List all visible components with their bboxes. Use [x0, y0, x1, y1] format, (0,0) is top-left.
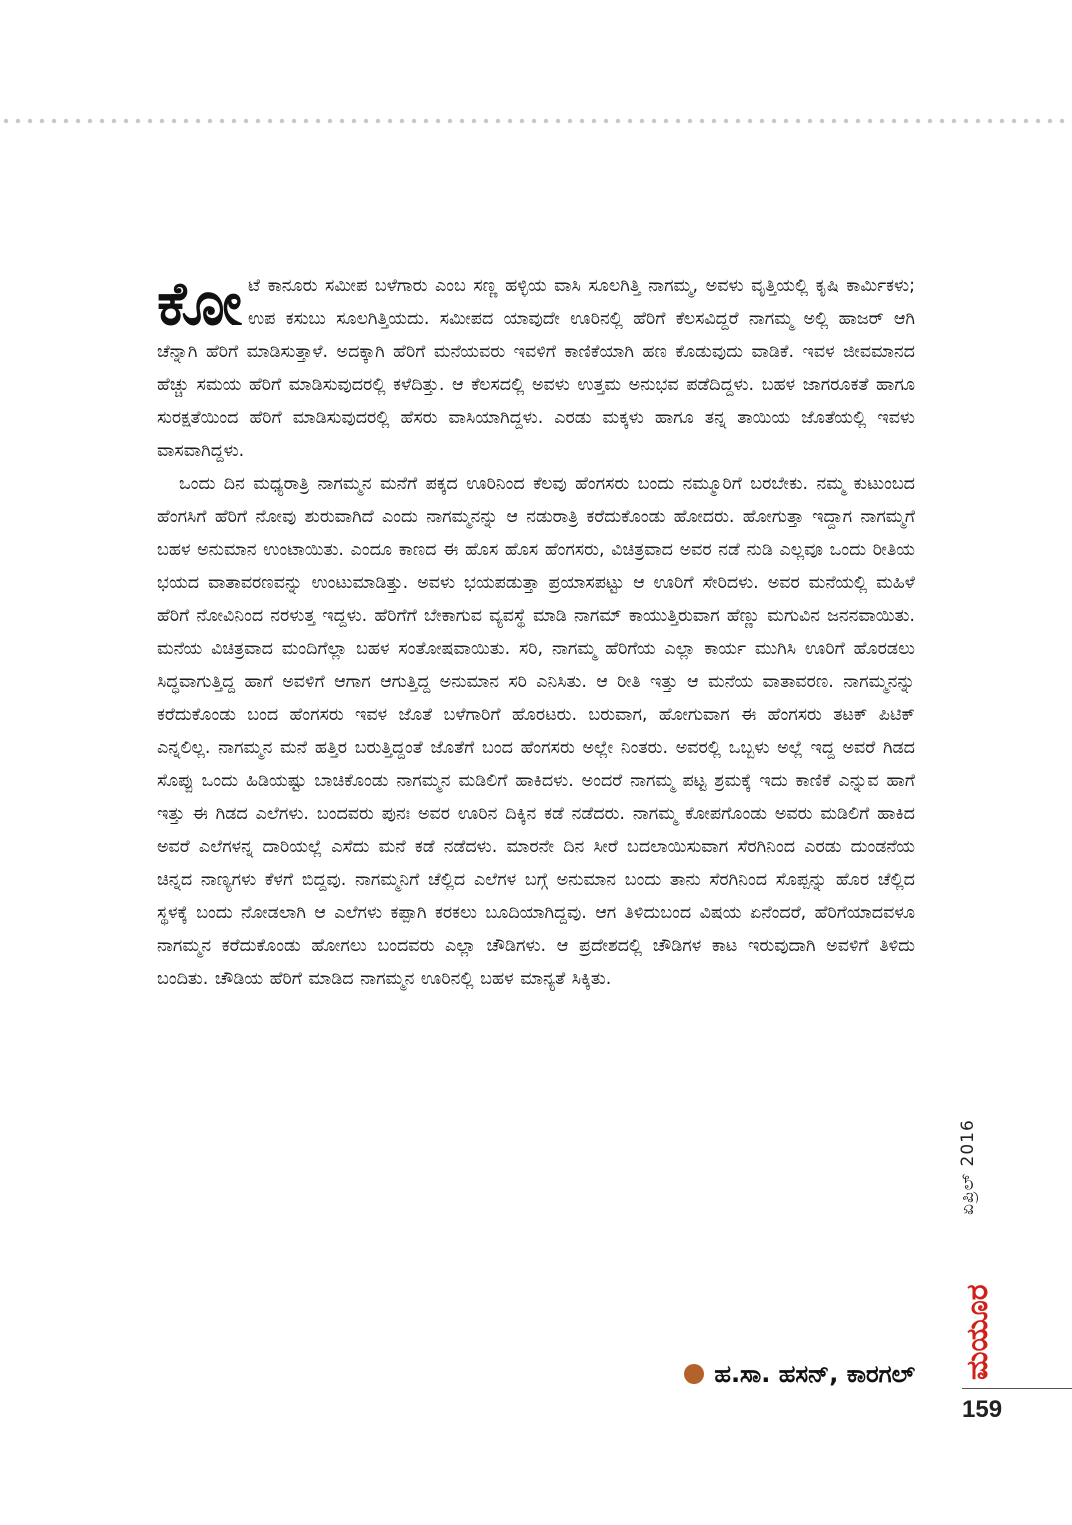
paragraph-2: ಒಂದು ದಿನ ಮಧ್ಯರಾತ್ರಿ ನಾಗಮ್ಮನ ಮನೆಗೆ ಪಕ್ಕದ ಊರಿನಿಂದ ಕೆಲವು ಹೆಂಗಸರು ಬಂದು ನಮ್ಮೂರಿಗೆ ಬರಬೇಕು. ನಮ್ಮ ಕುಟುಂಬದ ಹೆಂಗಸಿಗೆ ಹೆರಿಗೆ ನೋವು ಶುರುವಾಗಿದೆ ಎಂದು ನಾಗಮ್ಮನನ್ನು ಆ ನಡುರಾತ್ರಿ ಕರೆದುಕೊಂಡು ಹೋದರು. ಹೋಗುತ್ತಾ ಇದ್ದಾಗ ನಾಗಮ್ಮಗೆ ಬಹಳ ಅನುಮಾನ ಉಂಟಾಯಿತು. ಎಂದೂ ಕಾಣದ ಈ ಹೊಸ ಹೊಸ ಹೆಂಗಸರು, ವಿಚಿತ್ರವಾದ ಅವರ ನಡೆ ನುಡಿ ಎಲ್ಲವೂ ಒಂದು ರೀತಿಯ ಭಯದ ವಾತಾವರಣವನ್ನು ಉಂಟುಮಾಡಿತ್ತು. ಅವಳು ಭಯಪಡುತ್ತಾ ಪ್ರಯಾಸಪಟ್ಟು ಆ ಊರಿಗೆ ಸೇರಿದಳು. ಅವರ ಮನೆಯಲ್ಲಿ ಮಹಿಳೆ ಹೆರಿಗೆ ನೋವಿನಿಂದ ನರಳುತ್ತ ಇದ್ದಳು. ಹೆರಿಗೆಗೆ ಬೇಕಾಗುವ ವ್ಯವಸ್ಥೆ ಮಾಡಿ ನಾಗಮ್ ಕಾಯುತ್ತಿರುವಾಗ ಹೆಣ್ಣು ಮಗುವಿನ ಜನನವಾಯಿತು. ಮನೆಯ ವಿಚಿತ್ರವಾದ ಮಂದಿಗೆಲ್ಲಾ ಬಹಳ ಸಂತೋಷವಾಯಿತು. ಸರಿ, ನಾಗಮ್ಮ ಹೆರಿಗೆಯ ಎಲ್ಲಾ ಕಾರ್ಯ ಮುಗಿಸಿ ಊರಿಗೆ ಹೊರಡಲು ಸಿದ್ಧವಾಗುತ್ತಿದ್ದ ಹಾಗೆ ಅವಳಿಗೆ ಆಗಾಗ ಆಗುತ್ತಿದ್ದ ಅನುಮಾನ ಸರಿ ಎನಿಸಿತು. ಆ ರೀತಿ ಇತ್ತು ಆ ಮನೆಯ ವಾತಾವರಣ. ನಾಗಮ್ಮನನ್ನು ಕರೆದುಕೊಂಡು ಬಂದ ಹೆಂಗಸರು ಇವಳ ಜೊತೆ ಬಳೆಗಾರಿಗೆ ಹೊರಟರು. ಬರುವಾಗ, ಹೋಗುವಾಗ ಈ ಹೆಂಗಸರು ತಟಕ್ ಪಿಟಿಕ್ ಎನ್ನಲಿಲ್ಲ. ನಾಗಮ್ಮನ ಮನೆ ಹತ್ತಿರ ಬರುತ್ತಿದ್ದಂತೆ ಜೊತೆಗೆ ಬಂದ ಹೆಂಗಸರು ಅಲ್ಲೇ ನಿಂತರು. ಅವರಲ್ಲಿ ಒಬ್ಬಳು ಅಲ್ಲೆ ಇದ್ದ ಅವರೆ ಗಿಡದ ಸೊಪ್ಪು ಒಂದು ಹಿಡಿಯಷ್ಟು ಬಾಚಿಕೊಂಡು ನಾಗಮ್ಮನ ಮಡಿಲಿಗೆ ಹಾಕಿದಳು. ಅಂದರೆ ನಾಗಮ್ಮ ಪಟ್ಟ ಶ್ರಮಕ್ಕೆ ಇದು ಕಾಣಿಕೆ ಎನ್ನುವ ಹಾಗೆ ಇತ್ತು ಈ ಗಿಡದ ಎಲೆಗಳು. ಬಂದವರು ಪುನಃ ಅವರ ಊರಿನ ದಿಕ್ಕಿನ ಕಡೆ ನಡೆದರು. ನಾಗಮ್ಮ ಕೋಪಗೊಂಡು ಅವರು ಮಡಿಲಿಗೆ ಹಾಕಿದ ಅವರೆ ಎಲೆಗಳನ್ನ ದಾರಿಯಲ್ಲೆ ಎಸೆದು ಮನೆ ಕಡೆ ನಡೆದಳು. ಮಾರನೇ ದಿನ ಸೀರೆ ಬದಲಾಯಿಸುವಾಗ ಸೆರಗಿನಿಂದ ಎರಡು ದುಂಡನೆಯ ಚಿನ್ನದ ನಾಣ್ಯಗಳು ಕೆಳಗೆ ಬಿದ್ದವು. ನಾಗಮ್ಮನಿಗೆ ಚೆಲ್ಲಿದ ಎಲೆಗಳ ಬಗ್ಗೆ ಅನುಮಾನ ಬಂದು ತಾನು ಸೆರಗಿನಿಂದ ಸೊಪ್ಪನ್ನು ಹೊರ ಚೆಲ್ಲಿದ ಸ್ಥಳಕ್ಕೆ ಬಂದು ನೋಡಲಾಗಿ ಆ ಎಲೆಗಳು ಕಪ್ಪಾಗಿ ಕರಕಲು ಬೂದಿಯಾಗಿದ್ದವು. ಆಗ ತಿಳಿದುಬಂದ ವಿಷಯ ಏನೆಂದರೆ, ಹೆರಿಗೆಯಾದವಳೂ ನಾಗಮ್ಮನ ಕರೆದುಕೊಂಡು ಹೋಗಲು ಬಂದವರು ಎಲ್ಲಾ ಚೌಡಿಗಳು. ಆ ಪ್ರದೇಶದಲ್ಲಿ ಚೌಡಿಗಳ ಕಾಟ ಇರುವುದಾಗಿ ಅವಳಿಗೆ ತಿಳಿದು ಬಂದಿತು. ಚೌಡಿಯ ಹೆರಿಗೆ ಮಾಡಿದ ನಾಗಮ್ಮನ ಊರಿನಲ್ಲಿ ಬಹಳ ಮಾನ್ಯತೆ ಸಿಕ್ಕಿತು.: [157, 474, 915, 989]
drop-cap: ಕೋ: [157, 269, 242, 339]
page-number-rule: [962, 1388, 1072, 1389]
author-byline: [684, 1360, 915, 1388]
paragraph-1-text: ಟೆ ಕಾನೂರು ಸಮೀಪ ಬಳೆಗಾರು ಎಂಬ ಸಣ್ಣ ಹಳ್ಳಿಯ ವಾಸಿ ಸೂಲಗಿತ್ತಿ ನಾಗಮ್ಮ, ಅವಳು ವೃತ್ತಿಯಲ್ಲಿ ಕೃಷಿ ಕಾರ್ಮಿಕಳು; ಉಪ ಕಸುಬು ಸೂಲಗಿತ್ತಿಯದು. ಸಮೀಪದ ಯಾವುದೇ ಊರಿನಲ್ಲಿ ಹೆರಿಗೆ ಕೆಲಸವಿದ್ದರೆ ನಾಗಮ್ಮ ಅಲ್ಲಿ ಹಾಜರ್ ಆಗಿ ಚೆನ್ನಾಗಿ ಹೆರಿಗೆ ಮಾಡಿಸುತ್ತಾಳೆ. ಅದಕ್ಕಾಗಿ ಹೆರಿಗೆ ಮನೆಯವರು ಇವಳಿಗೆ ಕಾಣಿಕೆಯಾಗಿ ಹಣ ಕೊಡುವುದು ವಾಡಿಕೆ. ಇವಳ ಜೀವಮಾನದ ಹೆಚ್ಚು ಸಮಯ ಹೆರಿಗೆ ಮಾಡಿಸುವುದರಲ್ಲಿ ಕಳೆದಿತ್ತು. ಆ ಕೆಲಸದಲ್ಲಿ ಅವಳು ಉತ್ತಮ ಅನುಭವ ಪಡೆದಿದ್ದಳು. ಬಹಳ ಜಾಗರೂಕತೆ ಹಾಗೂ ಸುರಕ್ಷತೆಯಿಂದ ಹೆರಿಗೆ ಮಾಡಿಸುವುದರಲ್ಲಿ ಹೆಸರು ವಾಸಿಯಾಗಿದ್ದಳು. ಎರಡು ಮಕ್ಕಳು ಹಾಗೂ ತನ್ನ ತಾಯಿಯ ಜೊತೆಯಲ್ಲಿ ಇವಳು ವಾಸವಾಗಿದ್ದಳು.: [157, 276, 915, 461]
dotted-header-rule: [0, 118, 1072, 124]
bullet-icon: [684, 1364, 704, 1384]
paragraph-1: [157, 270, 915, 468]
page-number: 159: [962, 1396, 1003, 1423]
issue-date: ಏಪ್ರಿಲ್ 2016: [958, 1119, 978, 1215]
article-body: [157, 270, 915, 996]
author-name: ಹ.ಸಾ. ಹಸನ್, ಕಾರಗಲ್: [714, 1360, 915, 1388]
magazine-logo: ಮಯೂರ: [960, 1284, 995, 1380]
